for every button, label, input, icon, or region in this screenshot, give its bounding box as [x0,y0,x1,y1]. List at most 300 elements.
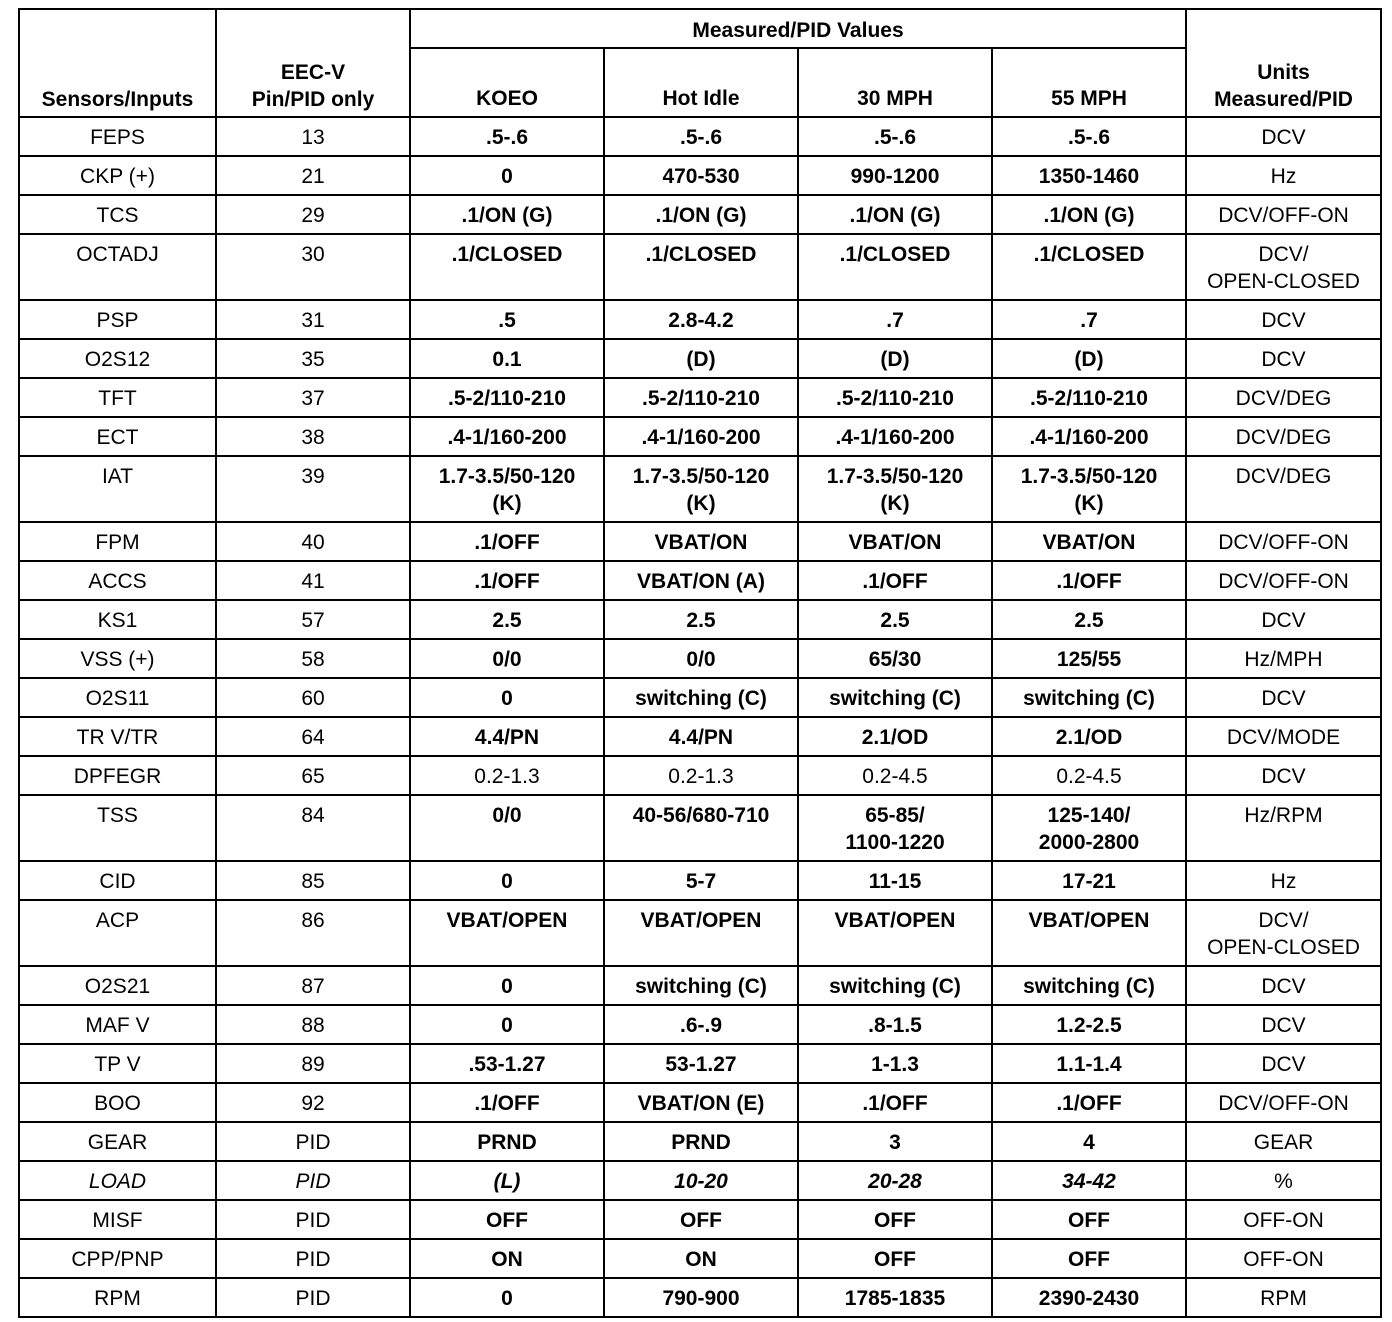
koeo-cell-text: ON [491,1248,523,1271]
hot-idle-cell-text: ON [685,1248,717,1271]
pin-cell-text: 57 [301,609,325,632]
koeo-cell [410,234,604,300]
koeo-cell-text: .5-2/110-210 [448,387,566,410]
pin-cell-text: PID [295,1131,331,1154]
koeo-cell-text: 0 [501,1014,513,1037]
hot-idle-cell-text: 470-530 [662,165,740,188]
mph55-cell [992,1083,1186,1122]
hot-idle-cell-text: VBAT/ON [654,531,748,554]
pin-cell [216,339,410,378]
sensor-cell [19,117,216,156]
hot-idle-cell-text: 40-56/680-710 [632,804,770,827]
header-eec-pin: EEC-V Pin/PID only [216,9,410,117]
hot-idle-cell-text: 0/0 [686,648,716,671]
hot-idle-cell-text: 1.7-3.5/50-120 (K) [632,465,770,515]
mph55-cell [992,717,1186,756]
koeo-cell-text: 1.7-3.5/50-120 (K) [438,465,576,515]
koeo-cell [410,117,604,156]
mph30-cell-text: .5-2/110-210 [836,387,954,410]
sensor-cell [19,1278,216,1317]
pin-cell-text: 87 [301,975,325,998]
mph30-cell [798,156,992,195]
units-cell [1186,900,1381,966]
sensor-cell-text: FPM [95,531,140,554]
koeo-cell [410,417,604,456]
mph55-cell-text: 1.7-3.5/50-120 (K) [1020,465,1158,515]
mph30-cell-text: 0.2-4.5 [862,765,928,788]
mph55-cell-text: 34-42 [1062,1170,1116,1193]
koeo-cell-text: .1/CLOSED [451,243,563,266]
mph30-cell-text: switching (C) [829,687,961,710]
sensor-cell [19,195,216,234]
mph30-cell-text: 1-1.3 [871,1053,919,1076]
sensor-cell-text: TP V [94,1053,141,1076]
table-row [19,1005,1381,1044]
sensor-cell [19,900,216,966]
sensor-cell [19,156,216,195]
hot-idle-cell-text: switching (C) [635,687,767,710]
mph55-cell [992,378,1186,417]
pin-cell [216,756,410,795]
koeo-cell-text: .5 [498,309,516,332]
pin-cell-text: 84 [301,804,325,827]
units-cell [1186,561,1381,600]
sensor-cell-text: VSS (+) [80,648,155,671]
mph55-cell [992,639,1186,678]
pin-cell [216,717,410,756]
pin-cell-text: 37 [301,387,325,410]
sensor-cell-text: FEPS [90,126,145,149]
sensor-cell-text: RPM [94,1287,141,1310]
koeo-cell [410,966,604,1005]
units-cell [1186,756,1381,795]
table-row [19,1278,1381,1317]
mph55-cell [992,795,1186,861]
hot-idle-cell [604,378,798,417]
units-cell-text: DCV/OFF-ON [1218,570,1349,593]
koeo-cell [410,1083,604,1122]
hot-idle-cell [604,117,798,156]
sensor-cell-text: CID [99,870,136,893]
mph55-cell-text: .1/ON (G) [1043,204,1135,227]
hot-idle-cell-text: .4-1/160-200 [641,426,761,449]
sensor-cell-text: O2S21 [84,975,151,998]
units-cell [1186,1083,1381,1122]
pin-cell-text: 89 [301,1053,325,1076]
pin-cell [216,861,410,900]
units-cell-text: DCV [1261,609,1306,632]
units-cell-text: DCV/MODE [1226,726,1341,749]
header-30-mph: 30 MPH [798,48,992,117]
hot-idle-cell-text: .1/CLOSED [645,243,757,266]
units-cell-text: % [1274,1170,1293,1193]
hot-idle-cell [604,456,798,522]
pin-cell-text: 65 [301,765,325,788]
sensor-cell [19,795,216,861]
sensor-cell-text: OCTADJ [76,243,159,266]
mph55-cell-text: OFF [1068,1209,1110,1232]
hot-idle-cell [604,717,798,756]
units-cell [1186,1122,1381,1161]
pin-cell-text: PID [295,1248,331,1271]
koeo-cell [410,678,604,717]
mph30-cell-text: OFF [874,1248,916,1271]
mph55-cell [992,234,1186,300]
units-cell-text: OFF-ON [1243,1209,1324,1232]
mph30-cell [798,1005,992,1044]
mph55-cell-text: .1/CLOSED [1033,243,1145,266]
koeo-cell-text: 0 [501,870,513,893]
table-row [19,456,1381,522]
koeo-cell-text: 4.4/PN [474,726,540,749]
koeo-cell [410,156,604,195]
units-cell-text: DCV [1261,1014,1306,1037]
mph30-cell [798,456,992,522]
table-row [19,234,1381,300]
pin-cell-text: 38 [301,426,325,449]
pin-cell-text: 41 [301,570,325,593]
sensor-cell-text: MAF V [85,1014,150,1037]
sensor-cell [19,378,216,417]
koeo-cell-text: 0 [501,975,513,998]
hot-idle-cell [604,1161,798,1200]
pin-cell [216,678,410,717]
header-measured-pid-values: Measured/PID Values [410,9,1186,48]
pin-cell [216,1122,410,1161]
units-cell [1186,966,1381,1005]
mph30-cell [798,900,992,966]
hot-idle-cell [604,1200,798,1239]
hot-idle-cell-text: switching (C) [635,975,767,998]
units-cell [1186,1239,1381,1278]
mph30-cell [798,300,992,339]
pin-cell [216,1161,410,1200]
mph30-cell [798,1278,992,1317]
koeo-cell [410,861,604,900]
sensor-cell [19,1200,216,1239]
sensor-cell [19,1005,216,1044]
koeo-cell-text: 0 [501,165,513,188]
sensor-cell [19,522,216,561]
units-cell-text: DCV/DEG [1235,387,1332,410]
sensor-cell [19,861,216,900]
hot-idle-cell-text: 5-7 [685,870,717,893]
hot-idle-cell-text: 10-20 [674,1170,728,1193]
mph55-cell [992,1161,1186,1200]
pin-cell-text: PID [295,1287,331,1310]
sensor-cell-text: GEAR [87,1131,148,1154]
pin-cell-text: 86 [301,909,325,932]
mph55-cell [992,339,1186,378]
mph55-cell-text: .5-2/110-210 [1030,387,1148,410]
mph30-cell [798,639,992,678]
sensor-cell-text: TCS [96,204,139,227]
mph55-cell-text: 125-140/ 2000-2800 [1038,804,1140,854]
koeo-cell [410,456,604,522]
koeo-cell [410,522,604,561]
table-row [19,756,1381,795]
pin-cell-text: PID [295,1170,331,1193]
koeo-cell [410,795,604,861]
koeo-cell [410,600,604,639]
mph55-cell-text: (D) [1074,348,1104,371]
units-cell [1186,300,1381,339]
sensor-cell [19,1239,216,1278]
hot-idle-cell [604,966,798,1005]
mph30-cell-text: 1.7-3.5/50-120 (K) [826,465,964,515]
koeo-cell-text: 0/0 [492,804,522,827]
mph55-cell-text: 17-21 [1062,870,1116,893]
mph30-cell-text: 3 [889,1131,901,1154]
pin-cell-text: 58 [301,648,325,671]
mph30-cell [798,717,992,756]
hot-idle-cell-text: 2.8-4.2 [668,309,734,332]
koeo-cell-text: 0/0 [492,648,522,671]
mph30-cell [798,795,992,861]
sensor-cell-text: CKP (+) [80,165,155,188]
sensor-cell [19,234,216,300]
units-cell-text: DCV/ OPEN-CLOSED [1207,243,1360,293]
mph30-cell-text: 11-15 [868,870,922,893]
pin-cell-text: 60 [301,687,325,710]
hot-idle-cell-text: 790-900 [662,1287,740,1310]
mph55-cell [992,522,1186,561]
mph55-cell [992,600,1186,639]
units-cell [1186,156,1381,195]
table-header [19,9,1381,117]
table-row [19,1239,1381,1278]
koeo-cell [410,1278,604,1317]
pin-cell [216,1083,410,1122]
units-cell [1186,378,1381,417]
mph30-cell-text: OFF [874,1209,916,1232]
mph55-cell-text: 4 [1083,1131,1095,1154]
sensor-cell [19,639,216,678]
koeo-cell-text: .5-.6 [485,126,529,149]
mph55-cell-text: switching (C) [1023,687,1155,710]
koeo-cell [410,1200,604,1239]
sensor-cell-text: MISF [92,1209,143,1232]
mph55-cell-text: 1350-1460 [1038,165,1140,188]
koeo-cell-text: PRND [477,1131,537,1154]
sensor-cell [19,717,216,756]
table-row [19,1161,1381,1200]
table-row [19,195,1381,234]
koeo-cell-text: 0.1 [492,348,522,371]
pin-cell [216,639,410,678]
table-row [19,1044,1381,1083]
sensor-cell-text: TSS [97,804,138,827]
units-cell [1186,117,1381,156]
mph55-cell [992,117,1186,156]
hot-idle-cell-text: VBAT/OPEN [640,909,762,932]
mph55-cell [992,1122,1186,1161]
hot-idle-cell [604,639,798,678]
mph30-cell-text: 65/30 [868,648,922,671]
pin-cell-text: 13 [301,126,325,149]
hot-idle-cell-text: 2.5 [686,609,716,632]
units-cell [1186,1044,1381,1083]
mph55-cell-text: .7 [1080,309,1098,332]
sensor-cell-text: TR V/TR [76,726,159,749]
mph30-cell-text: .1/ON (G) [849,204,941,227]
header-55-mph: 55 MPH [992,48,1186,117]
hot-idle-cell [604,678,798,717]
sensor-cell [19,600,216,639]
koeo-cell [410,1122,604,1161]
pin-cell-text: 85 [301,870,325,893]
units-cell-text: Hz/MPH [1244,648,1323,671]
hot-idle-cell-text: 0.2-1.3 [668,765,734,788]
table-row [19,639,1381,678]
hot-idle-cell-text: 4.4/PN [668,726,734,749]
mph55-cell [992,756,1186,795]
pin-cell-text: 30 [301,243,325,266]
pin-cell [216,378,410,417]
table-row [19,378,1381,417]
units-cell-text: DCV [1261,309,1306,332]
hot-idle-cell [604,900,798,966]
hot-idle-cell [604,600,798,639]
units-cell-text: DCV [1261,975,1306,998]
pin-cell [216,600,410,639]
mph30-cell-text: .4-1/160-200 [835,426,955,449]
mph55-cell [992,300,1186,339]
mph55-cell [992,900,1186,966]
mph30-cell [798,600,992,639]
mph55-cell-text: .4-1/160-200 [1029,426,1149,449]
koeo-cell [410,900,604,966]
sensor-cell [19,456,216,522]
units-cell [1186,795,1381,861]
mph30-cell-text: 2.1/OD [861,726,929,749]
table-row [19,561,1381,600]
koeo-cell [410,1161,604,1200]
mph30-cell-text: .7 [886,309,904,332]
mph55-cell [992,861,1186,900]
units-cell [1186,861,1381,900]
units-cell-text: Hz [1270,165,1297,188]
units-cell [1186,234,1381,300]
mph30-cell [798,117,992,156]
mph55-cell [992,195,1186,234]
hot-idle-cell [604,1278,798,1317]
hot-idle-cell [604,522,798,561]
units-cell [1186,456,1381,522]
pin-cell [216,795,410,861]
pin-cell-text: PID [295,1209,331,1232]
hot-idle-cell [604,1122,798,1161]
mph30-cell-text: 65-85/ 1100-1220 [845,804,945,854]
sensor-cell-text: ACP [95,909,140,932]
mph30-cell [798,378,992,417]
koeo-cell [410,717,604,756]
mph55-cell-text: .5-.6 [1067,126,1111,149]
mph55-cell [992,1005,1186,1044]
pin-cell [216,234,410,300]
units-cell-text: Hz [1270,870,1297,893]
pin-cell [216,522,410,561]
mph55-cell-text: .1/OFF [1056,570,1122,593]
mph55-cell [992,966,1186,1005]
koeo-cell [410,639,604,678]
units-cell-text: GEAR [1253,1131,1314,1154]
sensor-cell [19,1161,216,1200]
koeo-cell-text: .1/ON (G) [461,204,553,227]
mph55-cell [992,1200,1186,1239]
mph55-cell [992,417,1186,456]
koeo-cell [410,756,604,795]
koeo-cell-text: .53-1.27 [468,1053,546,1076]
hot-idle-cell [604,156,798,195]
mph30-cell [798,1239,992,1278]
mph30-cell-text: (D) [880,348,910,371]
pin-cell-text: 21 [301,165,325,188]
units-cell-text: Hz/RPM [1244,804,1323,827]
mph30-cell-text: 2.5 [880,609,910,632]
pin-cell-text: 88 [301,1014,325,1037]
units-cell-text: DCV [1261,126,1306,149]
units-cell-text: OFF-ON [1243,1248,1324,1271]
table-row [19,717,1381,756]
sensor-cell-text: ACCS [88,570,147,593]
pin-cell [216,1200,410,1239]
table-row [19,522,1381,561]
koeo-cell-text: .4-1/160-200 [447,426,567,449]
table-row [19,900,1381,966]
mph55-cell [992,561,1186,600]
pin-cell [216,1044,410,1083]
sensor-cell-text: DPFEGR [73,765,162,788]
units-cell [1186,1278,1381,1317]
header-koeo: KOEO [410,48,604,117]
units-cell-text: DCV [1261,1053,1306,1076]
units-cell-text: RPM [1260,1287,1307,1310]
hot-idle-cell-text: .6-.9 [679,1014,723,1037]
header-units: Units Measured/PID [1186,9,1381,117]
koeo-cell-text: .1/OFF [474,531,540,554]
mph30-cell [798,522,992,561]
koeo-cell [410,1239,604,1278]
hot-idle-cell [604,339,798,378]
sensor-cell [19,1122,216,1161]
mph30-cell-text: .1/CLOSED [839,243,951,266]
hot-idle-cell-text: .1/ON (G) [655,204,747,227]
sensor-cell [19,1083,216,1122]
hot-idle-cell [604,561,798,600]
sensor-cell-text: O2S11 [85,687,150,710]
sensor-cell-text: ECT [96,426,139,449]
units-cell-text: DCV/OFF-ON [1218,1092,1349,1115]
units-cell-text: DCV [1261,765,1306,788]
mph30-cell [798,339,992,378]
mph30-cell-text: 1785-1835 [844,1287,946,1310]
sensor-cell-text: BOO [94,1092,141,1115]
mph30-cell-text: switching (C) [829,975,961,998]
hot-idle-cell [604,1083,798,1122]
mph55-cell-text: switching (C) [1023,975,1155,998]
mph30-cell [798,417,992,456]
mph30-cell-text: 20-28 [868,1170,922,1193]
mph55-cell [992,456,1186,522]
mph30-cell-text: VBAT/ON [848,531,942,554]
mph30-cell [798,1044,992,1083]
pin-cell [216,900,410,966]
units-cell [1186,1200,1381,1239]
mph55-cell-text: 2.1/OD [1055,726,1123,749]
units-cell-text: DCV [1261,348,1306,371]
hot-idle-cell-text: OFF [680,1209,722,1232]
